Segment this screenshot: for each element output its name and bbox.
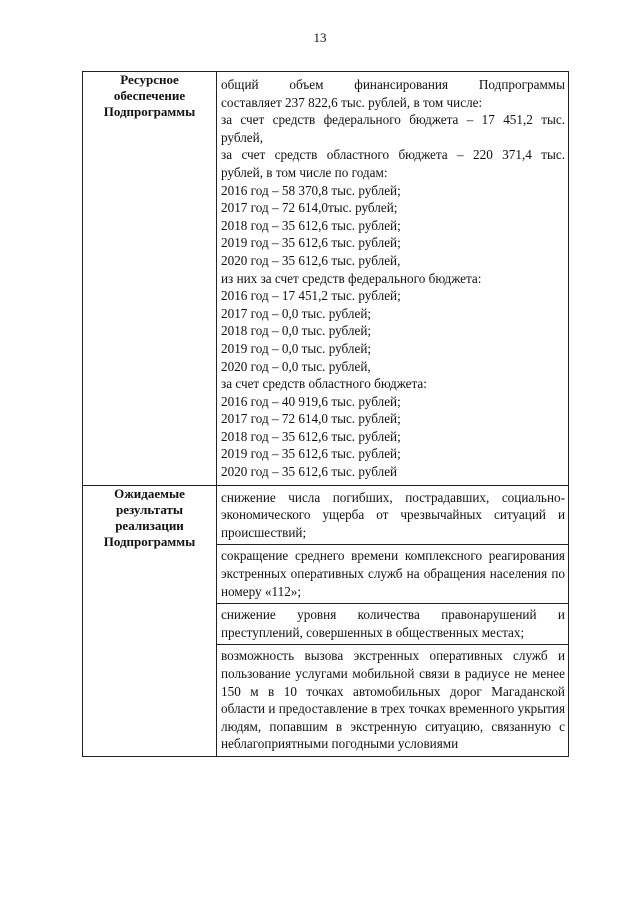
result-item-2: сокращение среднего времени комплексного реагирования экстренных оперативных служб на обращения населения по номеру «112»; xyxy=(217,544,568,603)
resources-content xyxy=(217,72,569,486)
result-item-1: снижение числа погибших, пострадавших, социально-экономического ущерба от чрезвычайных ситуаций и происшествий; xyxy=(221,489,565,540)
resource-line: за счет средств федерального бюджета – 17 451,2 тыс. xyxy=(221,112,565,128)
resource-line: 2018 год – 35 612,6 тыс. рублей; xyxy=(221,217,401,233)
resources-label: Ресурсное обеспечение Подпрограммы xyxy=(83,72,217,486)
resource-line: 2019 год – 35 612,6 тыс. рублей; xyxy=(221,446,401,462)
resource-line: 2020 год – 35 612,6 тыс. рублей, xyxy=(221,252,401,268)
resource-line: из них за счет средств федерального бюджета: xyxy=(221,270,482,286)
resource-line: 2016 год – 58 370,8 тыс. рублей; xyxy=(221,182,401,198)
resource-line: 2018 год – 0,0 тыс. рублей; xyxy=(221,323,372,339)
resource-line: 2018 год – 35 612,6 тыс. рублей; xyxy=(221,428,401,444)
results-label: Ожидаемые результаты реализации Подпрограммы xyxy=(83,485,217,756)
resource-line: 2017 год – 72 614,0тыс. рублей; xyxy=(221,200,398,216)
resource-line: 2017 год – 0,0 тыс. рублей; xyxy=(221,305,372,321)
table-row-resources xyxy=(83,72,569,486)
subprogram-table xyxy=(82,71,569,757)
results-content xyxy=(217,485,569,756)
resource-line: рублей, xyxy=(221,129,264,145)
resource-line: за счет средств областного бюджета: xyxy=(221,376,427,392)
resource-line: за счет средств областного бюджета – 220 371,4 тыс. xyxy=(221,147,565,163)
page-number: 13 xyxy=(313,30,327,45)
result-item-4: возможность вызова экстренных оперативных служб и пользование услугами мобильной связи в радиусе не менее 150 м в 10 точках автомобильных дорог Магаданской области и предоставление в трех точках временного укрытия людям, попавшим в экстренную ситуацию, связанную с неблагоприятными погодными условиями xyxy=(217,644,568,756)
result-item-3: снижение уровня количества правонарушений и преступлений, совершенных в общественных местах; xyxy=(217,603,568,644)
table-row-results xyxy=(83,485,569,756)
resource-line: 2020 год – 35 612,6 тыс. рублей xyxy=(221,464,398,480)
resource-line: 2020 год – 0,0 тыс. рублей, xyxy=(221,358,371,374)
resource-line: общий объем финансирования Подпрограммы xyxy=(221,77,565,92)
resource-line: 2017 год – 72 614,0 тыс. рублей; xyxy=(221,411,401,427)
resource-line: рублей, в том числе по годам: xyxy=(221,164,388,180)
resource-line: 2019 год – 35 612,6 тыс. рублей; xyxy=(221,235,401,251)
resource-line: 2016 год – 40 919,6 тыс. рублей; xyxy=(221,393,401,409)
resource-line: 2019 год – 0,0 тыс. рублей; xyxy=(221,340,372,356)
resource-line: составляет 237 822,6 тыс. рублей, в том числе: xyxy=(221,94,483,110)
resources-lines xyxy=(217,72,568,485)
resource-line: 2016 год – 17 451,2 тыс. рублей; xyxy=(221,288,401,304)
